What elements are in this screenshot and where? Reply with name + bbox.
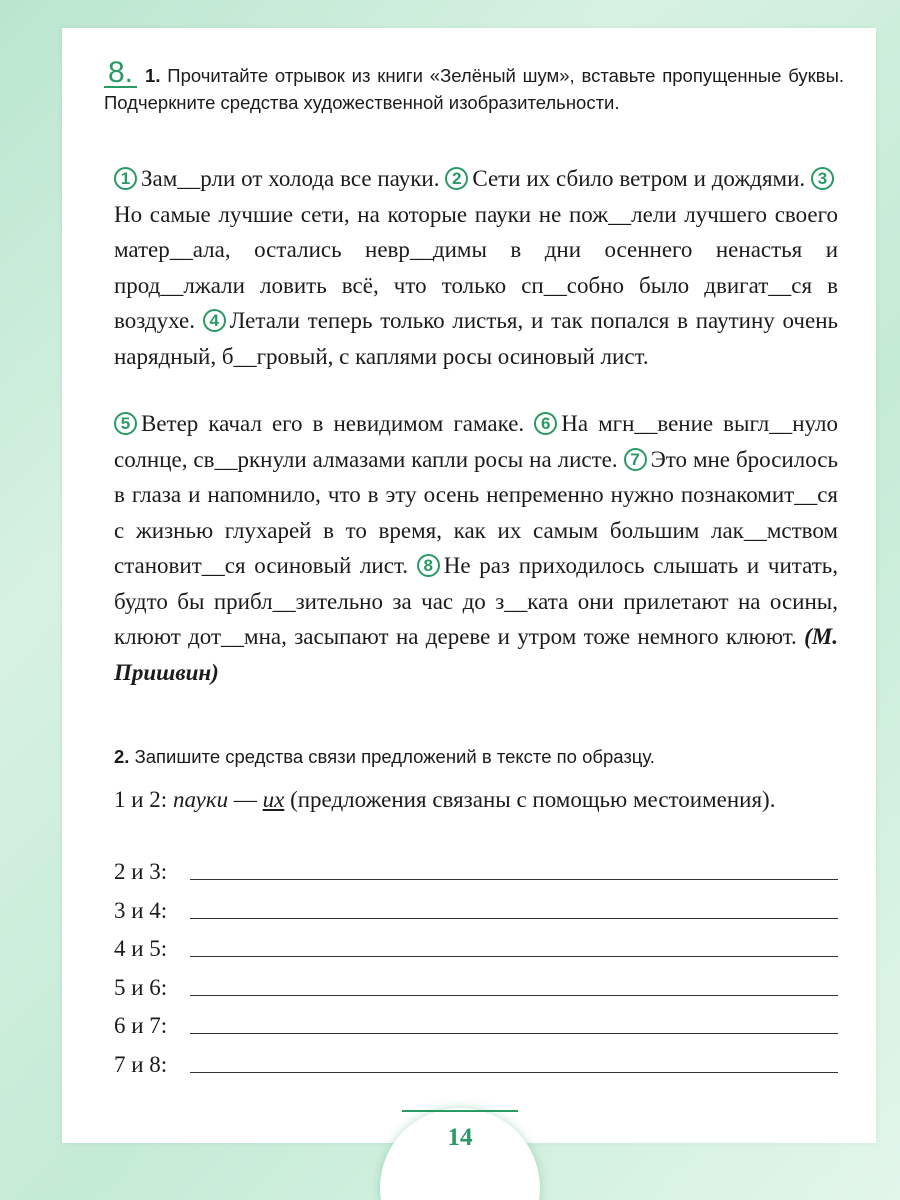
answer-line[interactable] bbox=[190, 1033, 838, 1034]
answer-row[interactable] bbox=[114, 972, 838, 1004]
answer-row-label: 7 и 8: bbox=[114, 1051, 168, 1077]
sentence-number-8: 8 bbox=[417, 554, 440, 577]
sample-word-1: пауки bbox=[172, 787, 229, 812]
answer-row[interactable] bbox=[114, 1010, 838, 1042]
passage-paragraph-2 bbox=[114, 406, 838, 690]
answer-line[interactable] bbox=[190, 918, 838, 919]
answer-row-label: 5 и 6: bbox=[114, 974, 168, 1000]
sentence-number-5: 5 bbox=[114, 412, 137, 435]
answer-row-label: 2 и 3: bbox=[114, 859, 168, 884]
sample-answer bbox=[114, 782, 838, 818]
sentence-2: Сети их сбило ветром и дождями. bbox=[472, 166, 806, 191]
page-number-badge bbox=[380, 1108, 540, 1188]
author-attribution: (М. Пришвин) bbox=[114, 624, 838, 685]
answer-line[interactable] bbox=[190, 879, 838, 880]
sentence-8: Не раз приходилось слышать и читать, будто бы прибл__зительно за час до з__ката они прилетают на осины, клюют дот__мна, засыпают на дереве и утром тоже немного клюют. bbox=[114, 553, 839, 649]
sample-explanation: (предложения связаны с помощью местоимения). bbox=[290, 787, 776, 812]
sentence-number-6: 6 bbox=[534, 412, 557, 435]
sentence-3: Но самые лучшие сети, на которые пауки не пож__лели лучшего своего матер__ала, остались невр__димы в дни осеннего ненастья и прод__лжали ловить всё, что только сп__собно было двигат__ся в воздухе. bbox=[114, 201, 838, 333]
sentence-number-1: 1 bbox=[114, 167, 137, 190]
sentence-number-4: 4 bbox=[203, 309, 226, 332]
answer-row-label: 6 и 7: bbox=[114, 1013, 168, 1038]
task2-number: 2. bbox=[114, 746, 130, 767]
task1-instruction bbox=[104, 56, 845, 116]
passage-paragraph-1 bbox=[114, 161, 838, 374]
sentence-4: Летали теперь только листья, и так попался в паутину очень нарядный, б__гровый, с каплями росы осиновый лист. bbox=[114, 308, 838, 369]
task1-text: Прочитайте отрывок из книги «Зелёный шум», вставьте пропущенные буквы. Подчеркните средства художественной изобразительности. bbox=[104, 65, 845, 113]
page-number-circle bbox=[380, 1108, 540, 1200]
exercise-number: 8. bbox=[104, 60, 137, 88]
sentence-5: Ветер качал его в невидимом гамаке. bbox=[141, 411, 525, 436]
answer-row[interactable] bbox=[114, 1049, 838, 1081]
sentence-1: Зам__рли от холода все пауки. bbox=[141, 166, 440, 191]
sentence-number-7: 7 bbox=[624, 448, 647, 471]
answer-line[interactable] bbox=[190, 956, 838, 957]
answer-row[interactable] bbox=[114, 895, 838, 927]
answer-row[interactable] bbox=[114, 856, 838, 888]
answer-row-label: 4 и 5: bbox=[114, 936, 168, 961]
page-number-rule bbox=[402, 1110, 518, 1112]
answer-row-label: 3 и 4: bbox=[114, 897, 168, 923]
task2-text: Запишите средства связи предложений в тексте по образцу. bbox=[134, 746, 655, 767]
sentence-number-3: 3 bbox=[811, 167, 834, 190]
sample-label: 1 и 2: bbox=[114, 787, 168, 812]
sample-word-2: их bbox=[262, 787, 285, 812]
answer-line[interactable] bbox=[190, 995, 838, 996]
sentence-number-2: 2 bbox=[445, 167, 468, 190]
sentence-7: Это мне бросилось в глаза и напомнило, что в эту осень непременно нужно познакомит__ся с жизнью глухарей в то время, как их самым большим лак__мством становит__ся осиновый лист. bbox=[114, 446, 838, 578]
answer-line[interactable] bbox=[190, 1072, 838, 1073]
sample-dash: — bbox=[233, 787, 257, 812]
answer-row[interactable] bbox=[114, 933, 838, 965]
task2-instruction bbox=[114, 744, 844, 770]
page-number: 14 bbox=[447, 1124, 473, 1151]
sentence-6: На мгн__вение выгл__нуло солнце, св__ркнули алмазами капли росы на листе. bbox=[114, 411, 838, 472]
task1-number: 1. bbox=[145, 65, 161, 86]
